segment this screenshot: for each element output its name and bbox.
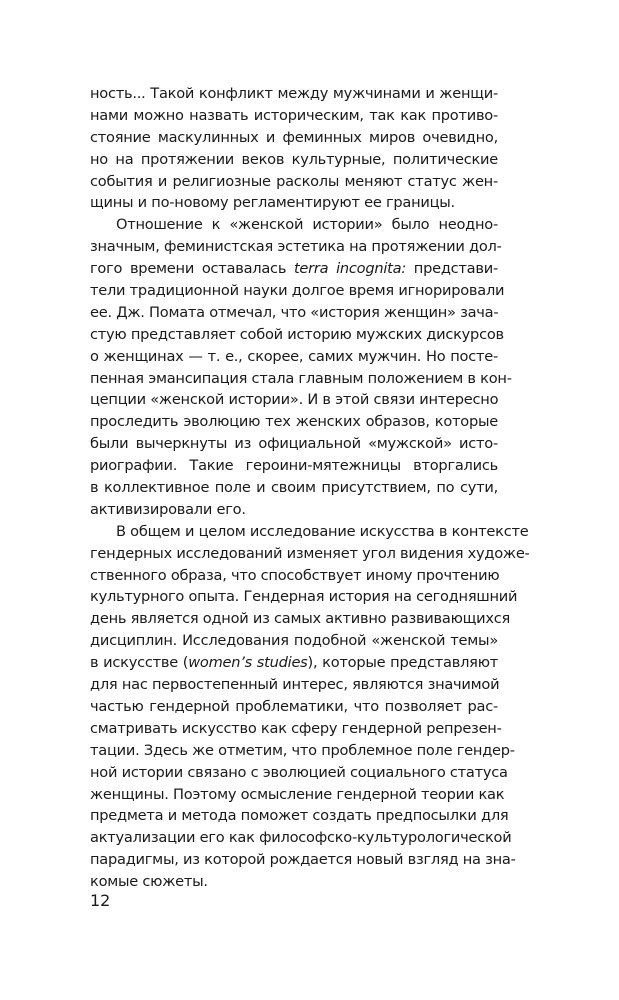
text-segment: активизировали его.	[90, 500, 246, 518]
text-line	[90, 214, 498, 236]
text-line	[90, 565, 498, 587]
text-line	[90, 521, 529, 543]
text-segment: ной истории связано с эволюцией социального статуса	[90, 763, 508, 781]
text-segment: ственного образа, что способствует иному прочтению	[90, 566, 500, 584]
text-segment: terra incognita:	[293, 260, 407, 278]
text-line	[90, 652, 498, 674]
text-segment: предмета и метода поможет создать предпосылки для	[90, 807, 509, 825]
body-text	[90, 83, 530, 893]
text-segment: ее. Дж. Помата отмечал, что «история женщин» зача-	[90, 303, 499, 321]
text-segment: гендерных исследований изменяет угол видения художе-	[90, 544, 530, 562]
text-segment: тели традиционной науки долгое время игнорировали	[90, 282, 505, 300]
text-segment: значным, феминистская эстетика на протяжении дол-	[90, 238, 502, 256]
text-segment: комые сюжеты.	[90, 873, 208, 891]
text-segment: культурного опыта. Гендерная история на сегодняшний	[90, 588, 518, 606]
text-segment: женщины. Поэтому осмысление гендерной теории как	[90, 785, 505, 803]
text-segment: нами можно назвать историческим, так как противо-	[90, 106, 498, 124]
text-line	[90, 236, 502, 258]
text-segment: события и религиозные расколы меняют статус жен-	[90, 172, 498, 190]
text-line	[90, 740, 515, 762]
text-line	[90, 192, 498, 214]
text-segment: тации. Здесь же отметим, что проблемное поле гендер-	[90, 741, 515, 759]
text-segment: стую представляет собой историю мужских дискурсов	[90, 325, 504, 343]
text-segment: дисциплин. Исследования подобной «женской темы»	[90, 632, 498, 650]
text-line	[90, 871, 498, 893]
text-segment: women’s studies	[188, 654, 308, 672]
text-line	[90, 127, 498, 149]
text-segment: сматривать искусство как сферу гендерной репрезен-	[90, 719, 502, 737]
text-segment: риографии. Такие героини-мятежницы вторгались	[90, 457, 498, 475]
text-line	[90, 433, 498, 455]
text-line	[90, 149, 498, 171]
text-segment: день является одной из самых активно развивающихся	[90, 610, 511, 628]
text-segment: гого времени оставалась	[90, 260, 294, 278]
text-line	[90, 718, 502, 740]
text-line	[90, 302, 498, 324]
text-line	[90, 280, 505, 302]
text-line	[90, 346, 498, 368]
text-line	[90, 849, 516, 871]
text-segment: но на протяжении веков культурные, политические	[90, 150, 498, 168]
text-line	[90, 324, 504, 346]
text-line	[90, 784, 505, 806]
text-line	[90, 411, 498, 433]
text-segment: пенная эмансипация стала главным положением в кон-	[90, 369, 512, 387]
text-line	[90, 630, 498, 652]
text-line	[90, 368, 512, 390]
text-line	[90, 674, 498, 696]
text-line	[90, 608, 511, 630]
text-line	[90, 762, 508, 784]
text-segment: В общем и целом исследование искусства в контексте	[116, 522, 529, 540]
text-line	[90, 477, 498, 499]
text-segment: цепции «женской истории». И в этой связи интересно	[90, 391, 499, 409]
text-segment: ность... Такой конфликт между мужчинами и женщи-	[90, 85, 498, 102]
text-segment: Отношение к «женской истории» было неодно-	[116, 216, 498, 234]
text-segment: актуализации его как философско-культурологической	[90, 829, 512, 847]
text-line	[90, 171, 498, 193]
text-line	[90, 543, 530, 565]
text-segment: в коллективное поле и своим присутствием, по сути,	[90, 479, 498, 497]
text-segment: представи-	[406, 260, 498, 278]
text-line	[90, 105, 498, 127]
text-line	[90, 389, 498, 411]
text-segment: для нас первостепенный интерес, являются значимой	[90, 676, 500, 694]
text-line	[90, 455, 498, 477]
text-segment: стояние маскулинных и феминных миров очевидно,	[90, 128, 498, 146]
text-line	[90, 586, 518, 608]
text-segment: ), которые представляют	[307, 654, 498, 672]
text-segment: парадигмы, из которой рождается новый взгляд на зна-	[90, 851, 516, 869]
page-number: 12	[90, 891, 111, 910]
text-segment: в искусстве (	[90, 654, 189, 672]
text-segment: проследить эволюцию тех женских образов, которые	[90, 413, 498, 431]
text-line	[90, 696, 498, 718]
text-segment: частью гендерной проблематики, что позволяет рас-	[90, 697, 498, 715]
text-line	[90, 499, 498, 521]
text-line	[90, 83, 498, 105]
text-line	[90, 258, 498, 280]
text-segment: о женщинах — т. е., скорее, самих мужчин. Но посте-	[90, 347, 498, 365]
text-line	[90, 805, 509, 827]
text-line	[90, 827, 512, 849]
text-segment: щины и по-новому регламентируют ее границы.	[90, 194, 455, 212]
text-segment: были вычеркнуты из официальной «мужской» исто-	[90, 435, 498, 453]
